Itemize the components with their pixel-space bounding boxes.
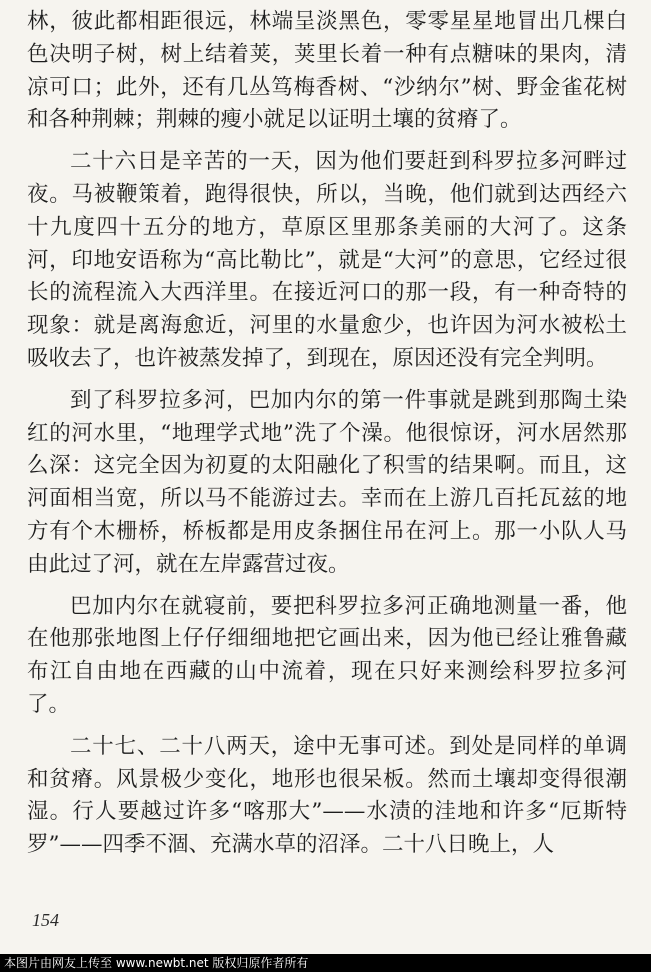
paragraph: 二十七、二十八两天，途中无事可述。到处是同样的单调和贫瘠。风景极少变化，地形也很呆板。然而土壤却变得很潮湿。行人要越过许多“喀那大”——水渍的洼地和许多“厄斯特罗”——四季不涸、充满水草的沼泽。二十八日晚上，人 <box>27 733 627 858</box>
paragraph: 林，彼此都相距很远，林端呈淡黑色，零零星星地冒出几棵白色决明子树，树上结着荚，荚里长着一种有点糖味的果肉，清凉可口；此外，还有几丛笃梅香树、“沙纳尔”树、野金雀花树和各种荆棘；荆棘的瘦小就足以证明土壤的贫瘠了。 <box>27 9 627 133</box>
paragraph: 二十六日是辛苦的一天，因为他们要赶到科罗拉多河畔过夜。马被鞭策着，跑得很快，所以，当晚，他们就到达西经六十九度四十五分的地方，草原区里那条美丽的大河了。这条河，印地安语称为“高比勒比”，就是“大河”的意思，它经过很长的流程流入大西洋里。在接近河口的那一段，有一种奇特的现象：就是离海愈近，河里的水量愈少，也许因为河水被松土吸收去了，也许被蒸发掉了，到现在，原因还没有完全判明。 <box>27 149 627 371</box>
page-number: 154 <box>32 910 59 930</box>
paragraph: 巴加内尔在就寝前，要把科罗拉多河正确地测量一番，他在他那张地图上仔仔细细地把它画出来，因为他已经让雅鲁藏布江自由地在西藏的山中流着，现在只好来测绘科罗拉多河了。 <box>27 593 627 717</box>
paragraph: 到了科罗拉多河，巴加内尔的第一件事就是跳到那陶土染红的河水里，“地理学式地”洗了个澡。他很惊讶，河水居然那么深：这完全因为初夏的太阳融化了积雪的结果啊。而且，这河面相当宽，所以马不能游过去。幸而在上游几百托瓦兹的地方有个木栅桥，桥板都是用皮条捆住吊在河上。那一小队人马由此过了河，就在左岸露营过夜。 <box>27 387 627 577</box>
body-text <box>27 6 627 862</box>
watermark-footer: 本图片由网友上传至 www.newbt.net 版权归原作者所有 <box>0 954 651 972</box>
